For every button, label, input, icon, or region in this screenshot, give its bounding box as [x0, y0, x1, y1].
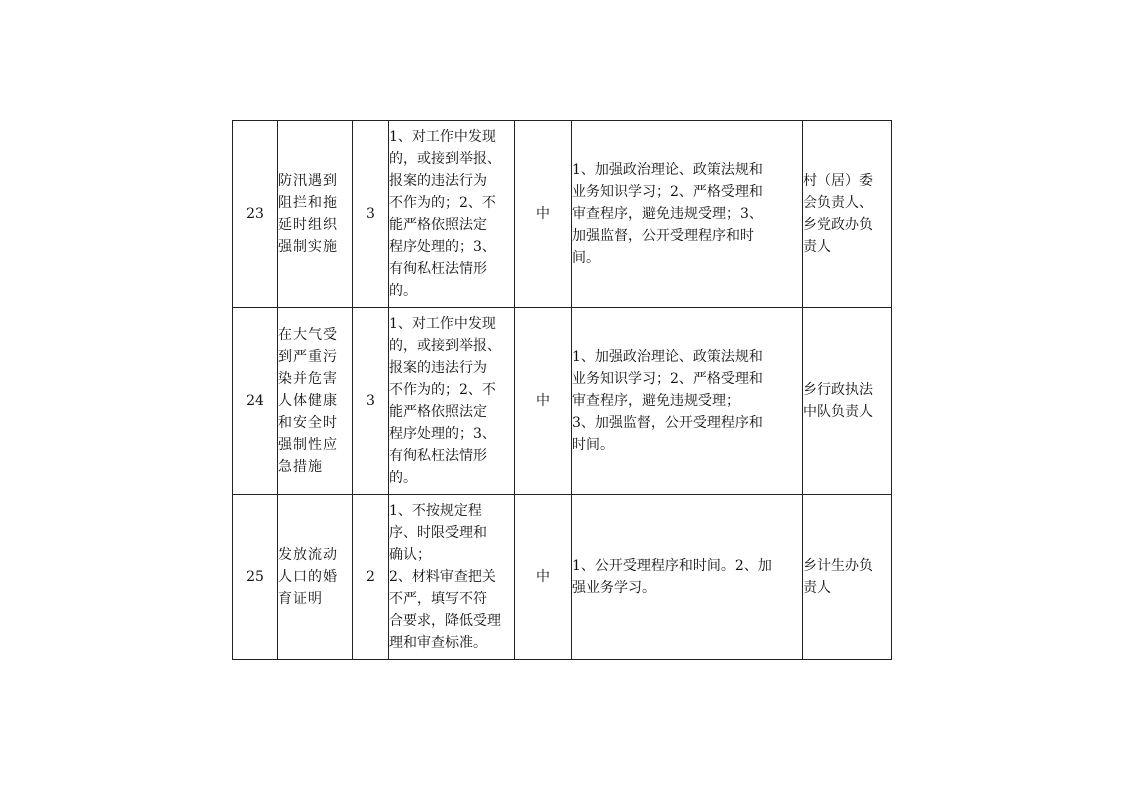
risk-description: 1、不按规定程 序、时限受理和 确认； 2、材料审查把关 不严，填写不符 合要求，降低受理 理和审查标准。 — [389, 495, 515, 660]
table-row — [233, 121, 892, 308]
responsible-person: 乡行政执法 中队负责人 — [803, 308, 892, 495]
risk-score: 3 — [353, 308, 389, 495]
risk-table — [232, 120, 892, 660]
row-number: 23 — [233, 121, 278, 308]
prevention-measures: 1、加强政治理论、政策法规和 业务知识学习；2、严格受理和 审查程序，避免违规受理；3、 加强监督，公开受理程序和时 间。 — [572, 121, 803, 308]
risk-level: 中 — [515, 495, 572, 660]
risk-level: 中 — [515, 308, 572, 495]
risk-description: 1、对工作中发现 的，或接到举报、 报案的违法行为 不作为的；2、不 能严格依照法定 程序处理的；3、 有徇私枉法情形 的。 — [389, 308, 515, 495]
item-name: 防汛遇到 阻拦和拖 延时组织 强制实施 — [278, 121, 353, 308]
prevention-measures: 1、加强政治理论、政策法规和 业务知识学习；2、严格受理和 审查程序，避免违规受理； 3、加强监督，公开受理程序和 时间。 — [572, 308, 803, 495]
table-row — [233, 495, 892, 660]
row-number: 25 — [233, 495, 278, 660]
responsible-person: 乡计生办负 责人 — [803, 495, 892, 660]
item-name: 发放流动 人口的婚 育证明 — [278, 495, 353, 660]
prevention-measures: 1、公开受理程序和时间。2、加 强业务学习。 — [572, 495, 803, 660]
table-row — [233, 308, 892, 495]
risk-description: 1、对工作中发现 的，或接到举报、 报案的违法行为 不作为的；2、不 能严格依照法定 程序处理的；3、 有徇私枉法情形 的。 — [389, 121, 515, 308]
risk-score: 3 — [353, 121, 389, 308]
item-name: 在大气受 到严重污 染并危害 人体健康 和安全时 强制性应 急措施 — [278, 308, 353, 495]
row-number: 24 — [233, 308, 278, 495]
responsible-person: 村（居）委 会负责人、 乡党政办负 责人 — [803, 121, 892, 308]
risk-score: 2 — [353, 495, 389, 660]
risk-level: 中 — [515, 121, 572, 308]
